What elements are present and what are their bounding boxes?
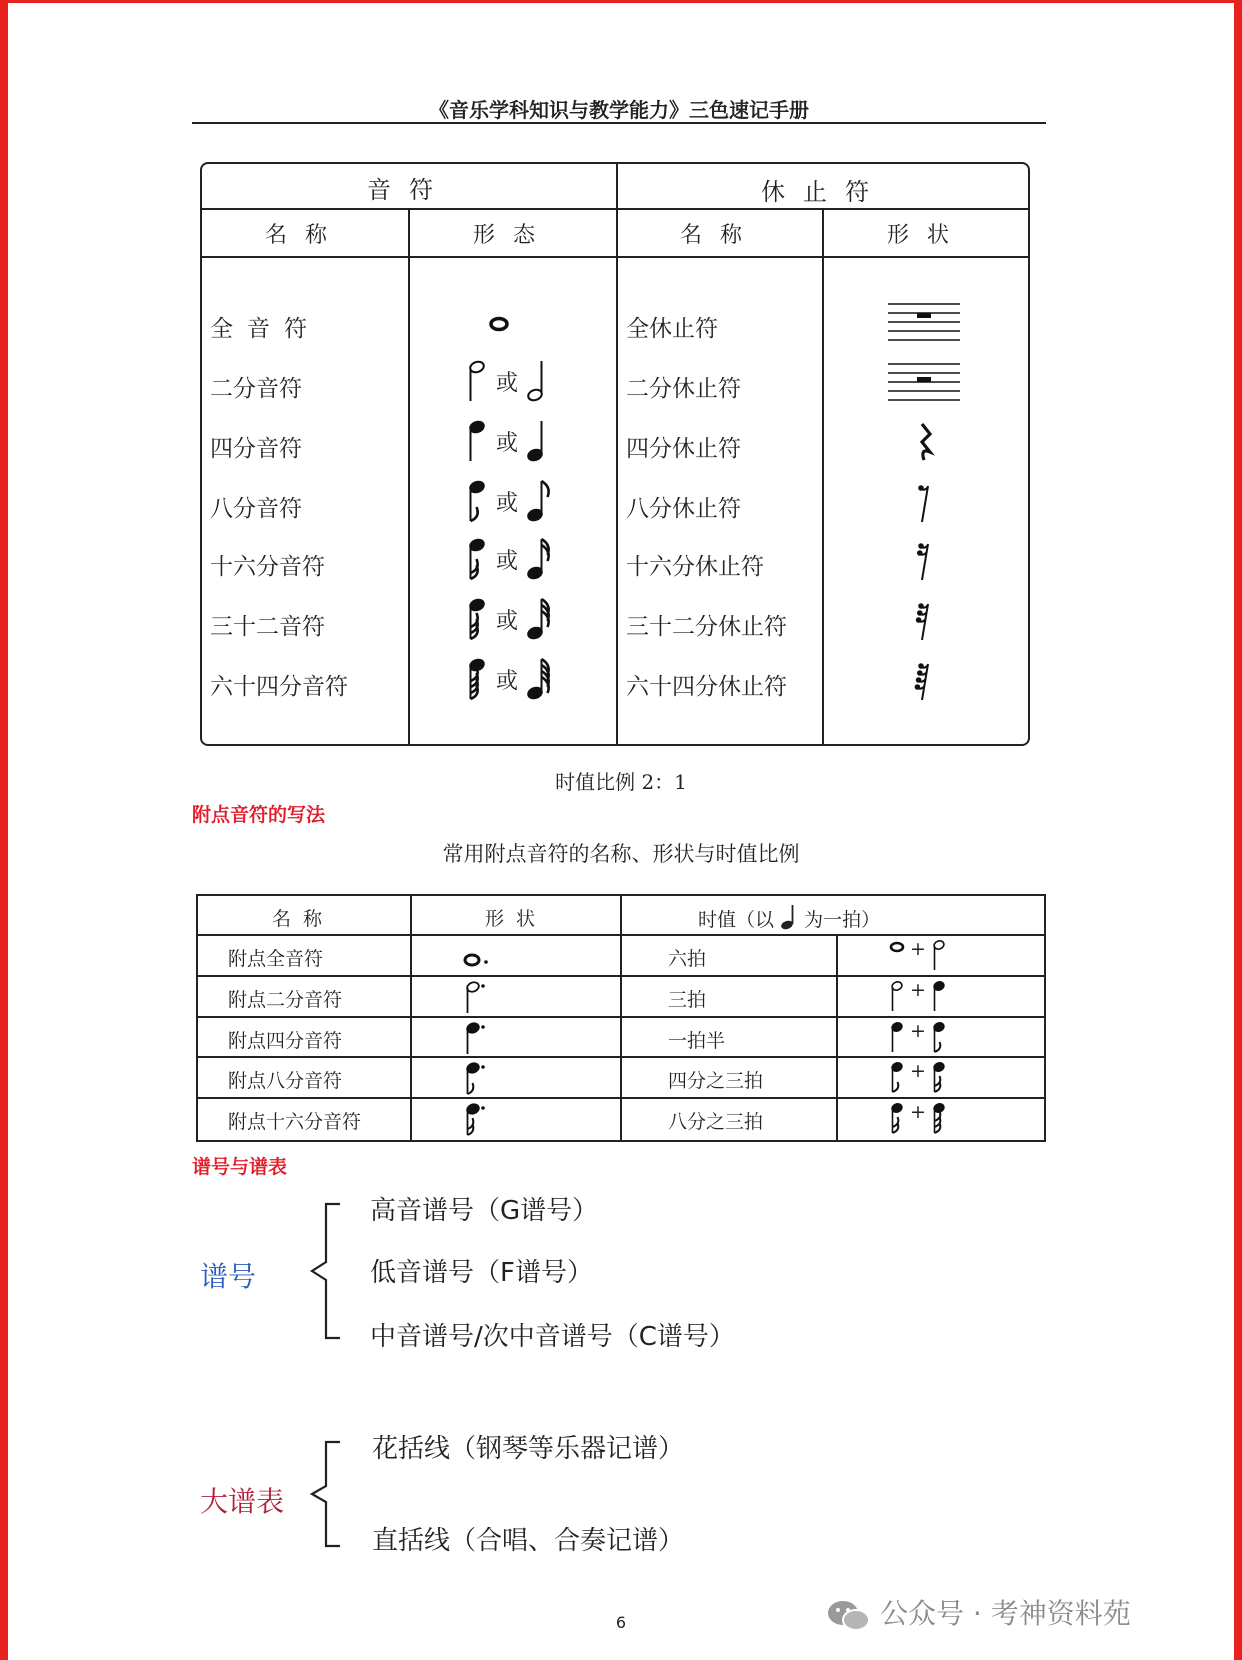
value-equation-2 xyxy=(888,1020,948,1054)
dotted-note-icon xyxy=(460,1020,494,1056)
rest-shape-icon-6 xyxy=(884,656,964,704)
rest-name-0: 全休止符 xyxy=(626,316,718,342)
table-divider xyxy=(616,164,618,744)
or-label: 或 xyxy=(496,608,519,634)
or-label: 或 xyxy=(496,548,519,574)
rest-name-6: 六十四分休止符 xyxy=(626,674,787,700)
note-icon xyxy=(888,1020,906,1054)
dotted-name-3: 附点八分音符 xyxy=(228,1070,343,1092)
note-icon xyxy=(930,1020,948,1054)
table-rule xyxy=(198,1097,1044,1099)
note-stem-down-icon xyxy=(460,596,490,642)
dotted-name-2: 附点四分音符 xyxy=(228,1030,343,1052)
quarter-note-icon xyxy=(780,904,798,930)
frame-right xyxy=(1234,0,1242,1660)
note-stem-down-icon xyxy=(460,478,490,524)
rest-shape-icon-0 xyxy=(884,298,964,346)
clef-label: 谱号 xyxy=(200,1260,257,1293)
note-form-0 xyxy=(484,298,514,344)
note-icon xyxy=(930,938,948,972)
dotted-table-caption: 常用附点音符的名称、形状与时值比例 xyxy=(442,842,800,866)
note-stem-down-icon xyxy=(460,656,490,702)
note-icon xyxy=(930,1060,948,1094)
dotted-notes-table xyxy=(196,894,1046,1142)
page-header: 《音乐学科知识与教学能力》三色速记手册 xyxy=(429,98,809,122)
value-equation-3 xyxy=(888,1060,948,1094)
rest-name-2: 四分休止符 xyxy=(626,436,741,462)
table-divider xyxy=(836,936,838,1140)
header-rule xyxy=(192,122,1046,124)
note-form-4 xyxy=(460,536,554,582)
header-dotted-shape: 形状 xyxy=(484,908,547,930)
grand-staff-brace xyxy=(300,1438,342,1550)
rest-name-3: 八分休止符 xyxy=(626,496,741,522)
section-title-dotted: 附点音符的写法 xyxy=(192,804,326,826)
dotted-value-0: 六拍 xyxy=(668,948,707,970)
dotted-value-1: 三拍 xyxy=(668,989,707,1011)
header-dotted-value xyxy=(698,904,880,932)
dotted-note-icon xyxy=(460,1101,494,1137)
dotted-note-icon xyxy=(460,979,494,1015)
note-name-6: 六十四分音符 xyxy=(210,674,348,700)
note-form-3 xyxy=(460,478,554,524)
note-form-6 xyxy=(460,656,554,702)
plus-sign: + xyxy=(910,1020,926,1042)
note-icon xyxy=(888,938,906,972)
header-notes: 音符 xyxy=(367,176,451,204)
rest-shape-6 xyxy=(884,656,964,708)
table-rule xyxy=(202,208,1028,210)
clef-item-treble: 高音谱号（G谱号） xyxy=(370,1196,599,1226)
clef-item-alto: 中音谱号/次中音谱号（C谱号） xyxy=(370,1322,735,1352)
header-value-prefix: 时值（以 xyxy=(698,909,775,931)
grand-staff-label: 大谱表 xyxy=(200,1485,285,1518)
notes-rests-table xyxy=(200,162,1030,746)
note-icon xyxy=(888,1060,906,1094)
note-name-3: 八分音符 xyxy=(210,496,302,522)
header-note-name: 名称 xyxy=(264,223,345,248)
dotted-shape-0 xyxy=(460,938,494,978)
table-rule xyxy=(198,975,1044,977)
note-stem-down-icon xyxy=(460,536,490,582)
frame-left xyxy=(0,0,8,1660)
note-icon xyxy=(888,1101,906,1135)
plus-sign: + xyxy=(910,1101,926,1123)
grand-staff-item-bracket: 直括线（合唱、合奏记谱） xyxy=(372,1526,685,1556)
dotted-shape-2 xyxy=(460,1020,494,1060)
note-icon xyxy=(930,1101,948,1135)
note-form-2 xyxy=(460,418,554,464)
rest-name-1: 二分休止符 xyxy=(626,376,741,402)
table-divider xyxy=(408,208,410,744)
or-label: 或 xyxy=(496,430,519,456)
plus-sign: + xyxy=(910,938,926,960)
rest-shape-icon-1 xyxy=(884,358,964,406)
rest-shape-icon-4 xyxy=(884,536,964,584)
note-form-1 xyxy=(460,358,554,404)
value-equation-0 xyxy=(888,938,948,972)
dotted-note-icon xyxy=(460,938,494,974)
dotted-name-0: 附点全音符 xyxy=(228,948,324,970)
rest-shape-2 xyxy=(884,418,964,470)
rest-shape-1 xyxy=(884,358,964,410)
table-rule xyxy=(202,256,1028,258)
dotted-shape-3 xyxy=(460,1060,494,1100)
header-rest-shape: 形状 xyxy=(886,223,967,248)
note-stem-down-icon xyxy=(460,418,490,464)
rest-shape-icon-5 xyxy=(884,596,964,644)
wechat-icon xyxy=(826,1598,872,1634)
section-title-clef: 谱号与谱表 xyxy=(192,1156,288,1178)
note-stem-up-icon xyxy=(524,536,554,582)
dotted-shape-1 xyxy=(460,979,494,1019)
rest-shape-3 xyxy=(884,478,964,530)
plus-sign: + xyxy=(910,979,926,1001)
note-name-2: 四分音符 xyxy=(210,436,302,462)
rest-name-5: 三十二分休止符 xyxy=(626,614,787,640)
or-label: 或 xyxy=(496,370,519,396)
or-label: 或 xyxy=(496,668,519,694)
rest-shape-4 xyxy=(884,536,964,588)
dotted-shape-4 xyxy=(460,1101,494,1141)
rest-shape-icon-2 xyxy=(884,418,964,466)
clef-brace xyxy=(302,1200,342,1342)
dotted-value-2: 一拍半 xyxy=(668,1030,726,1052)
note-stem-down-icon xyxy=(460,358,490,404)
dotted-note-icon xyxy=(460,1060,494,1096)
note-name-4: 十六分音符 xyxy=(210,554,325,580)
table-rule xyxy=(198,934,1044,936)
note-stem-up-icon xyxy=(524,418,554,464)
note-icon xyxy=(888,979,906,1013)
note-name-5: 三十二音符 xyxy=(210,614,325,640)
note-stem-up-icon xyxy=(524,656,554,702)
clef-item-bass: 低音谱号（F谱号） xyxy=(370,1258,593,1288)
dotted-name-1: 附点二分音符 xyxy=(228,989,343,1011)
note-stem-up-icon xyxy=(524,358,554,404)
dotted-value-4: 八分之三拍 xyxy=(668,1111,764,1133)
dotted-value-3: 四分之三拍 xyxy=(668,1070,764,1092)
grand-staff-item-brace: 花括线（钢琴等乐器记谱） xyxy=(372,1434,685,1464)
table-divider xyxy=(822,208,824,744)
page-number: 6 xyxy=(615,1613,627,1632)
header-value-suffix: 为一拍） xyxy=(804,909,881,931)
table-rule xyxy=(198,1056,1044,1058)
header-note-form: 形态 xyxy=(472,223,553,248)
note-stem-up-icon xyxy=(524,596,554,642)
header-dotted-name: 名称 xyxy=(271,908,334,930)
ratio-caption: 时值比例 2：1 xyxy=(555,770,687,794)
rest-shape-5 xyxy=(884,596,964,648)
value-equation-1 xyxy=(888,979,948,1013)
header-rests: 休止符 xyxy=(761,178,887,206)
table-divider xyxy=(410,896,412,1140)
frame-top xyxy=(0,0,1242,3)
note-name-1: 二分音符 xyxy=(210,376,302,402)
note-stem-up-icon xyxy=(524,478,554,524)
watermark-text: 公众号 · 考神资料苑 xyxy=(880,1597,1131,1630)
whole-note-icon xyxy=(484,298,514,344)
rest-name-4: 十六分休止符 xyxy=(626,554,764,580)
header-rest-name: 名称 xyxy=(679,223,760,248)
value-equation-4 xyxy=(888,1101,948,1135)
rest-shape-0 xyxy=(884,298,964,350)
dotted-name-4: 附点十六分音符 xyxy=(228,1111,362,1133)
note-icon xyxy=(930,979,948,1013)
plus-sign: + xyxy=(910,1060,926,1082)
rest-shape-icon-3 xyxy=(884,478,964,526)
note-form-5 xyxy=(460,596,554,642)
or-label: 或 xyxy=(496,490,519,516)
table-rule xyxy=(198,1016,1044,1018)
note-name-0: 全音符 xyxy=(210,316,321,342)
table-divider xyxy=(620,896,622,1140)
